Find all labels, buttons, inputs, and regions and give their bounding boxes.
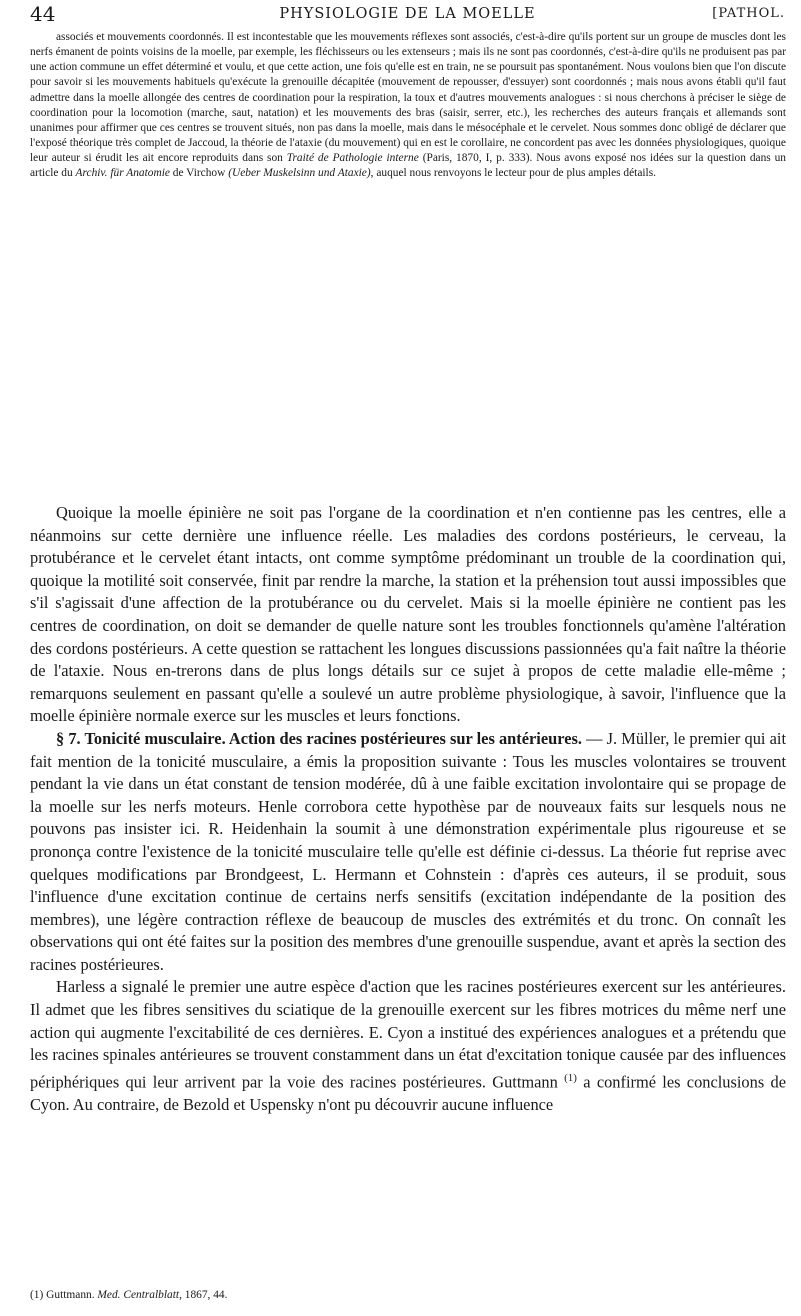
body-text: [30, 502, 786, 1117]
small-italic-title-3: (Ueber Muskelsinn und Ataxie): [228, 167, 371, 180]
footnote: [30, 1289, 786, 1301]
page-header: [30, 2, 785, 30]
paragraph-harless-text-2: a confirmé les conclusions de Cyon. Au contraire, de Bezold et Uspensky n'ont pu découvrir aucune influence: [30, 1072, 786, 1114]
section-label: [PATHOL.: [712, 6, 785, 21]
section-heading: § 7. Tonicité musculaire. Action des racines postérieures sur les antérieures.: [56, 728, 582, 748]
small-text-part-2: (Paris, 1870, I, p. 333). Nous avons exposé nos idées sur la question dans un article du: [30, 152, 787, 180]
small-text-part-4: , auquel nous renvoyons le lecteur pour de plus amples détails.: [370, 167, 656, 180]
footnote-author: Guttmann.: [46, 1289, 98, 1301]
small-text-part-1: associés et mouvements coordonnés. Il est incontestable que les mouvements réflexes sont associés, c'est-à-dire qu'ils portent sur un groupe de muscles dont les nerfs émanent de points voisins de la moelle, par exemple, les fléchisseurs ou les extenseurs ; mais ils ne sont pas coordonnés, c'est-à-dire qu'ils ne produisent pas par une action commune un effet déterminé et voulu, et que cette action, une fois qu'elle est en train, ne se poursuit pas spontanément. Nous voulons bien que l'on discute pour savoir si les mouvements habituels qu'exécute la grenouille décapitée (mouvement de repousser, d'essuyer) sont coordonnés ; mais nous avons établi qu'il faut admettre dans la moelle allongée des centres de coordination pour la respiration, la toux et d'autres mouvements analogues : si nous cherchons à préciser le siège de coordination pour la locomotion (marche, saut, natation) et les mouvements des bras (saisir, serrer, etc.), les recherches des auteurs français et allemands sont unanimes pour affirmer que ces centres se trouvent situés, non pas dans la moelle, mais dans le mésocéphale et le cervelet. Nous sommes donc obligé de déclarer que l'exposé théorique très complet de Jaccoud, la théorie de l'ataxie (du mouvement) qui en est le corollaire, ne concordent pas avec les données physiologiques, quoique leur auteur si érudit les ait encore reproduits dans son: [30, 31, 786, 165]
small-print-paragraph: [30, 30, 786, 182]
footnote-citation: , 1867, 44.: [179, 1289, 228, 1301]
paragraph-tonicite: [30, 728, 786, 977]
small-italic-title-2: Archiv. für Anatomie: [75, 167, 170, 180]
paragraph-harless: [30, 976, 786, 1116]
footnote-journal: Med. Centralblatt: [97, 1289, 180, 1301]
paragraph-coordination: Quoique la moelle épinière ne soit pas l'organe de la coordination et n'en contienne pas les centres, elle a néanmoins sur cette dernière une influence réelle. Les maladies des cordons postérieurs, le cerveau, la protubérance et le cervelet étant intacts, ont comme symptôme prédominant un trouble de la coordination qui, quoique la motilité soit conservée, finit par rendre la marche, la station et la préhension tout aussi impossibles que s'il s'agissait d'une affection de la protubérance ou du cervelet. Mais si la moelle épinière ne contient pas les centres de coordination, on doit se demander de quelle nature sont les troubles fonctionnels qu'amène l'altération des cordons postérieurs. A cette question se rattachent les longues discussions passionnées qu'a fait naître la théorie de l'ataxie. Nous en-trerons dans de plus longs détails sur ce sujet à propos de cette maladie elle-même ; remarquons seulement en passant qu'elle a soulevé un autre problème physiologique, à savoir, l'influence que la moelle épinière normale exerce sur les muscles et leurs fonctions.: [30, 503, 786, 726]
small-text-part-3: de Virchow: [169, 167, 229, 180]
page-number: 44: [30, 2, 56, 26]
paragraph-harless-text-1: Harless a signalé le premier une autre espèce d'action que les racines postérieures exercent sur les antérieures. Il admet que les fibres sensitives du sciatique de la grenouille exercent sur les fibres motrices du même nerf une action qui augmente l'excitabilité de ces dernières. E. Cyon a institué des expériences analogues et a prétendu que les racines spinales antérieures se trouvent constamment dans un état d'excitation tonique causée par des influences périphériques qui leur arrivent par la voie des racines postérieures. Guttmann: [30, 977, 786, 1092]
footnote-marker: (1): [30, 1289, 44, 1301]
small-italic-title-1: Traité de Pathologie interne: [286, 152, 419, 165]
footnote-reference: (1): [564, 1071, 577, 1084]
running-title: PHYSIOLOGIE DE LA MOELLE: [279, 6, 536, 22]
paragraph-tonicite-text: — J. Müller, le premier qui ait fait mention de la tonicité musculaire, a émis la proposition suivante : Tous les muscles volontaires se trouvent pendant la vie dans un état constant de tension modérée, dû à une faible excitation involontaire qui se propage de la moelle sur les nerfs moteurs. Henle corrobora cette hypothèse par de nouveaux faits sur lesquels nous ne pouvons pas insister ici. R. Heidenhain la soumit à une démonstration expérimentale plus rigoureuse et se prononça contre l'existence de la tonicité musculaire telle qu'elle est définie ci-dessus. La théorie fut reprise avec quelques modifications par Brondgeest, L. Hermann et Cohnstein : d'après ces auteurs, il se produit, sous l'influence d'une excitation continue de certains nerfs sensitifs (excitation indépendante de la position des membres), une légère contraction réflexe de beaucoup de muscles des extrémités et du tronc. On connaît les observations qui ont été faites sur la position des membres d'une grenouille suspendue, avant et après la section des racines postérieures.: [30, 728, 786, 974]
small-print-text: [30, 30, 786, 182]
